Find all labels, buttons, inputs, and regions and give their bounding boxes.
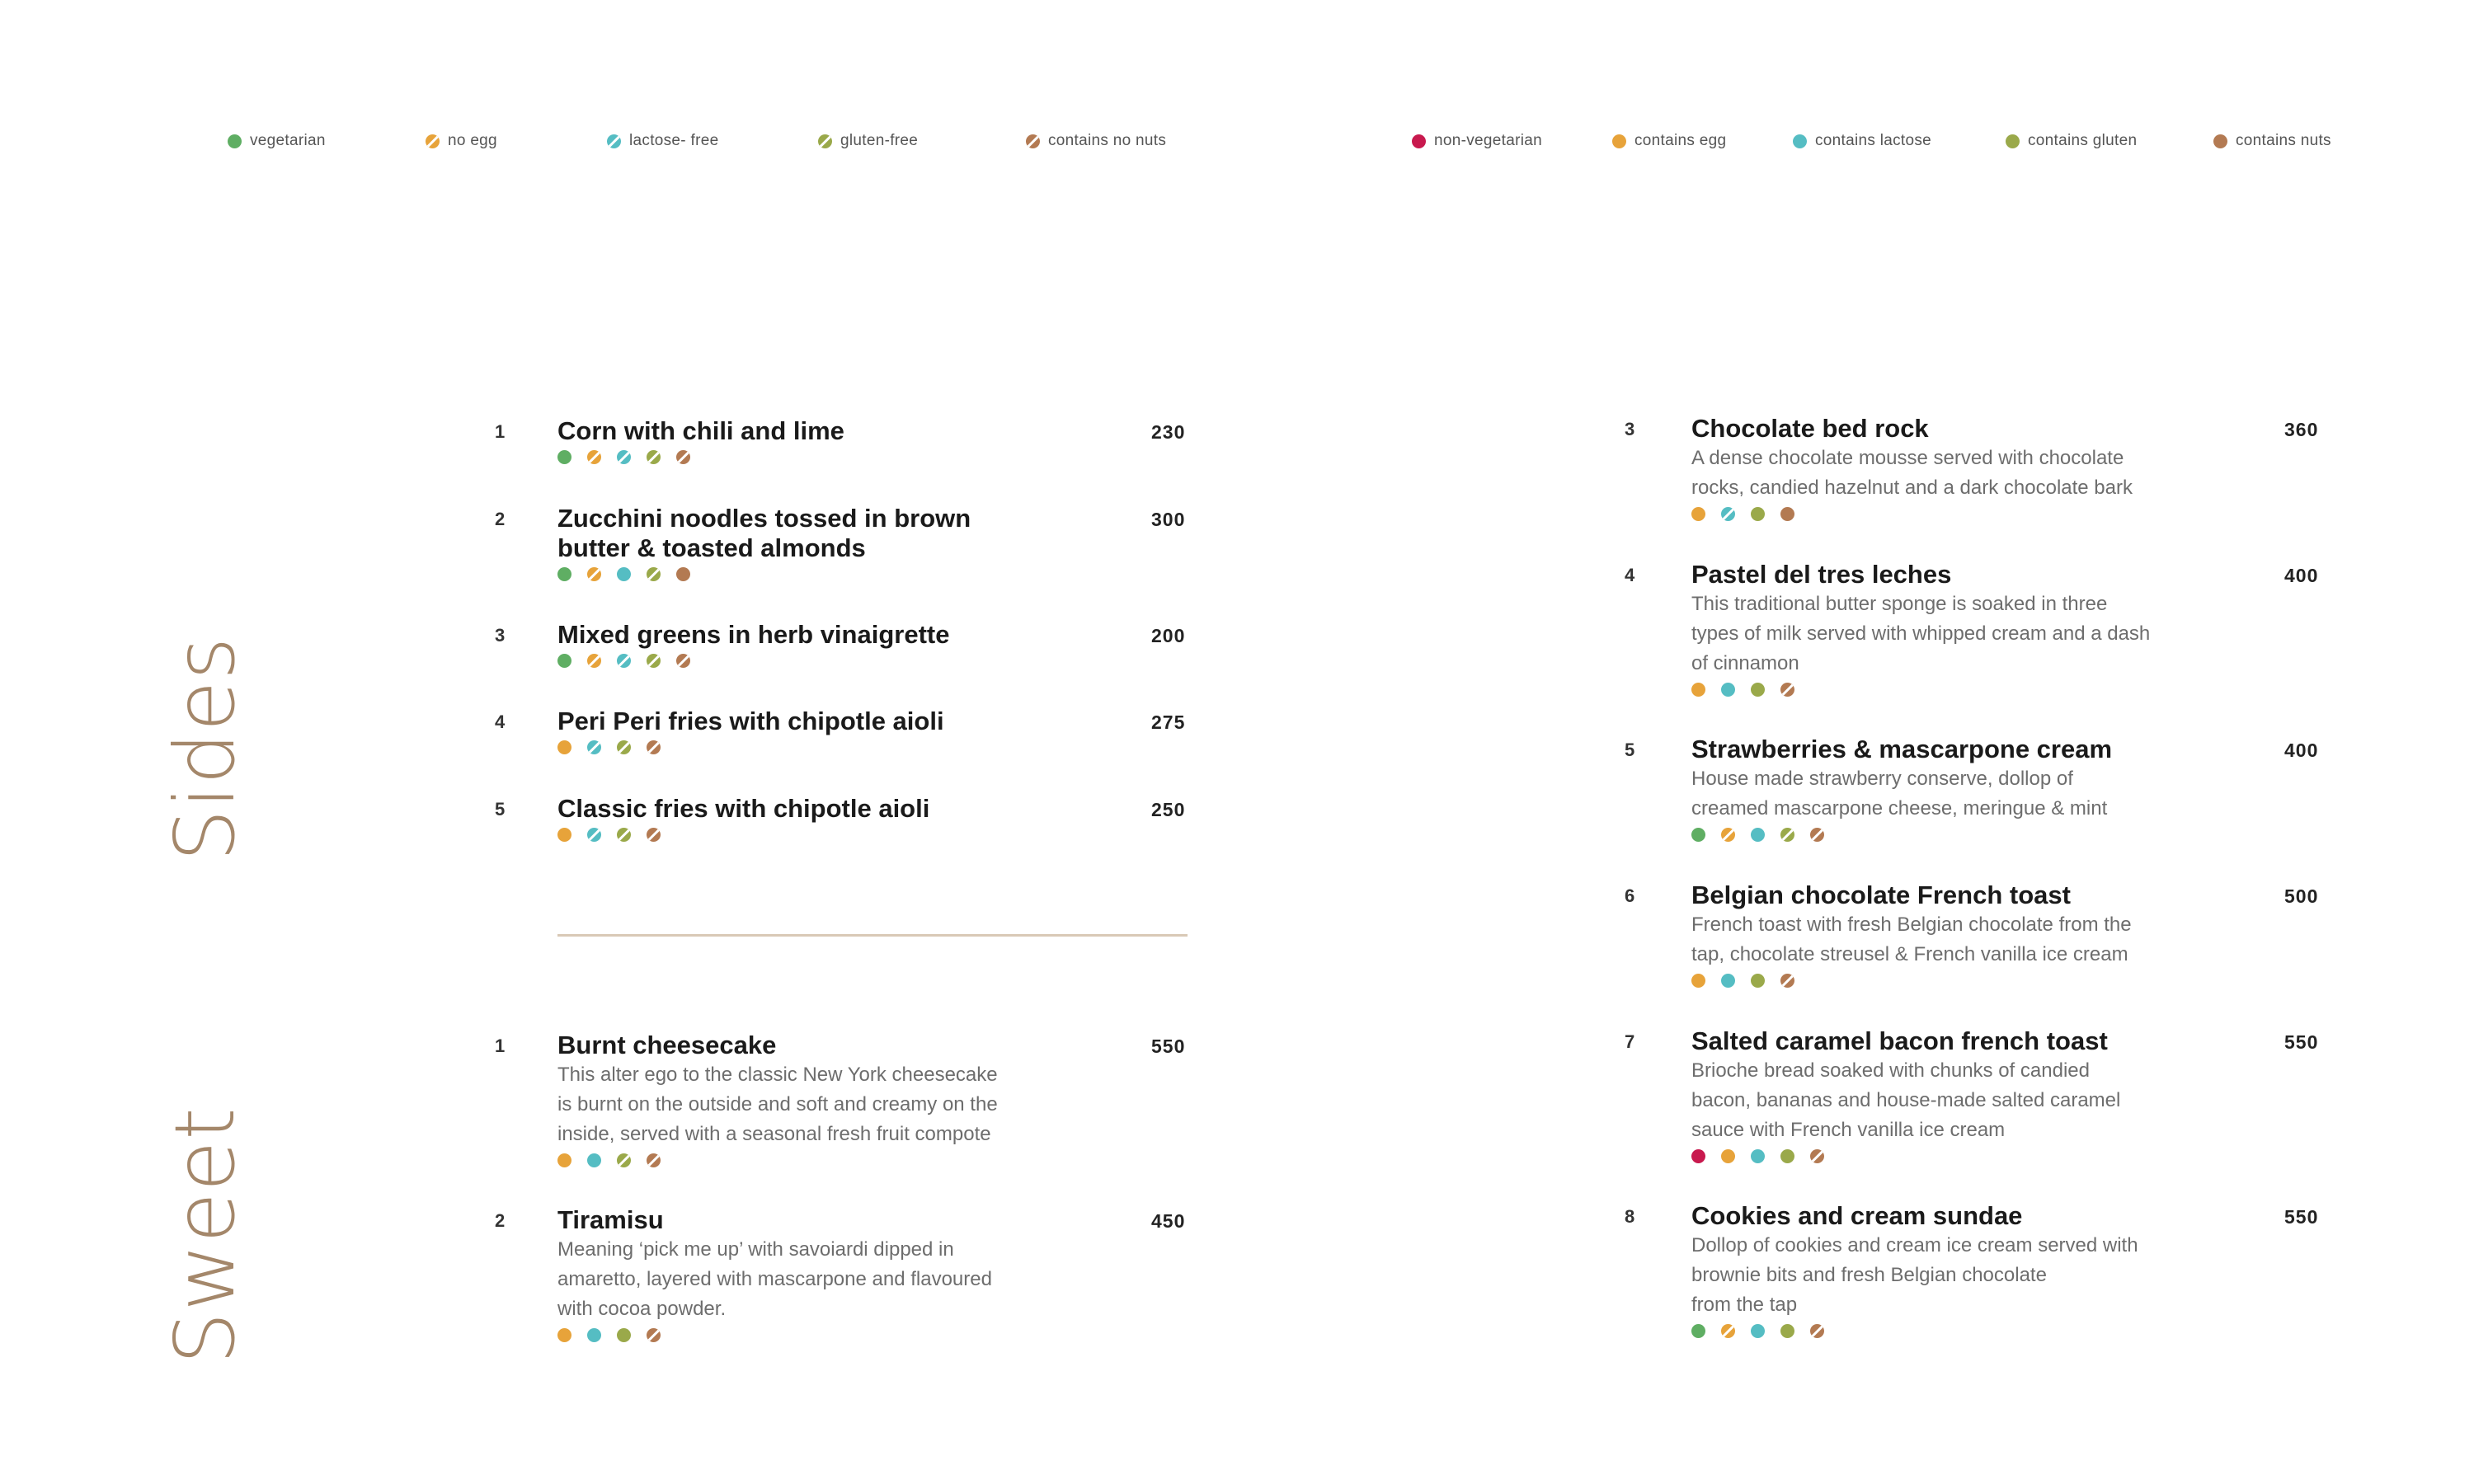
item-name: butter & toasted almonds <box>557 533 866 562</box>
item-name: Cookies and cream sundae <box>1691 1201 2023 1230</box>
item-name: Chocolate bed rock <box>1691 414 1929 443</box>
dietary-olive-free-icon <box>1780 828 1794 842</box>
dietary-green-icon <box>1691 1324 1705 1338</box>
item-description: inside, served with a seasonal fresh fruit compote <box>557 1123 991 1145</box>
dietary-brown-free-icon <box>676 654 690 668</box>
item-name: Classic fries with chipotle aioli <box>557 794 930 823</box>
item-price: 250 <box>1151 799 1186 820</box>
dietary-icons <box>1691 974 1794 988</box>
dietary-brown-free-icon <box>647 1153 661 1167</box>
dietary-icons <box>557 740 661 754</box>
item-description: This traditional butter sponge is soaked in three <box>1691 593 2108 615</box>
item-description: House made strawberry conserve, dollop of <box>1691 768 2073 790</box>
legend-teal-icon <box>1793 134 1807 148</box>
item-description: bacon, bananas and house-made salted caramel <box>1691 1089 2121 1111</box>
item-name: Belgian chocolate French toast <box>1691 881 2071 909</box>
dietary-olive-free-icon <box>617 1153 631 1167</box>
item-price: 360 <box>2284 419 2319 440</box>
legend-orange-free-icon <box>426 134 440 148</box>
dietary-icons <box>1691 828 1824 842</box>
dietary-orange-icon <box>557 828 571 842</box>
item-description: from the tap <box>1691 1294 1798 1316</box>
item-description: amaretto, layered with mascarpone and flavoured <box>557 1268 992 1290</box>
item-number: 4 <box>495 711 506 732</box>
dietary-brown-free-icon <box>1810 828 1824 842</box>
item-description: French toast with fresh Belgian chocolate from the <box>1691 913 2132 936</box>
dietary-orange-icon <box>1691 507 1705 521</box>
item-name: Pastel del tres leches <box>1691 560 1952 589</box>
dietary-icons <box>1691 1324 1824 1338</box>
dietary-green-icon <box>557 450 571 464</box>
item-name: Salted caramel bacon french toast <box>1691 1026 2108 1055</box>
legend-item <box>818 132 918 150</box>
legend-label: contains no nuts <box>1048 132 1167 149</box>
item-price: 500 <box>2284 885 2319 907</box>
dietary-teal-free-icon <box>617 450 631 464</box>
dietary-teal-icon <box>1751 828 1765 842</box>
dietary-olive-free-icon <box>647 567 661 581</box>
item-description: Meaning ‘pick me up’ with savoiardi dipped in <box>557 1238 954 1261</box>
dietary-olive-icon <box>1780 1149 1794 1163</box>
item-price: 300 <box>1151 509 1186 530</box>
legend-label: contains lactose <box>1815 132 1932 149</box>
dietary-brown-free-icon <box>1780 974 1794 988</box>
dietary-icons <box>557 1328 661 1342</box>
item-name: Tiramisu <box>557 1205 664 1234</box>
dietary-orange-free-icon <box>587 654 601 668</box>
dietary-orange-icon <box>557 1153 571 1167</box>
legend-red-icon <box>1412 134 1426 148</box>
dietary-orange-free-icon <box>1721 828 1735 842</box>
dietary-olive-free-icon <box>647 450 661 464</box>
dietary-olive-free-icon <box>617 740 631 754</box>
dietary-teal-icon <box>1751 1324 1765 1338</box>
item-number: 1 <box>495 421 506 442</box>
item-number: 2 <box>495 509 506 529</box>
legend-olive-free-icon <box>818 134 832 148</box>
item-description: creamed mascarpone cheese, meringue & mint <box>1691 797 2108 819</box>
dietary-green-icon <box>557 654 571 668</box>
item-number: 5 <box>495 799 506 819</box>
dietary-icons <box>1691 507 1794 521</box>
dietary-icons <box>1691 1149 1824 1163</box>
dietary-teal-icon <box>587 1153 601 1167</box>
legend-label: lactose- free <box>629 132 719 149</box>
legend-item <box>426 132 497 150</box>
dietary-red-icon <box>1691 1149 1705 1163</box>
dietary-olive-free-icon <box>617 828 631 842</box>
item-number: 8 <box>1625 1206 1635 1227</box>
item-name: Corn with chili and lime <box>557 416 844 445</box>
item-price: 400 <box>2284 565 2319 586</box>
dietary-brown-free-icon <box>647 740 661 754</box>
dietary-brown-free-icon <box>1810 1149 1824 1163</box>
item-number: 3 <box>1625 419 1635 439</box>
dietary-orange-icon <box>557 1328 571 1342</box>
dietary-icons <box>557 567 690 581</box>
dietary-icons <box>1691 683 1794 697</box>
dietary-icons <box>557 654 690 668</box>
legend-item <box>2213 132 2331 150</box>
dietary-teal-free-icon <box>1721 507 1735 521</box>
dietary-teal-icon <box>587 1328 601 1342</box>
dietary-brown-free-icon <box>647 828 661 842</box>
item-price: 400 <box>2284 740 2319 761</box>
dietary-olive-icon <box>1780 1324 1794 1338</box>
legend-green-icon <box>228 134 242 148</box>
item-description: types of milk served with whipped cream and a dash <box>1691 622 2151 645</box>
legend-item <box>1793 132 1931 150</box>
legend-label: vegetarian <box>250 132 326 149</box>
dietary-teal-icon <box>1721 683 1735 697</box>
item-description: is burnt on the outside and soft and creamy on the <box>557 1093 998 1115</box>
dietary-icons <box>557 450 690 464</box>
dietary-green-icon <box>557 567 571 581</box>
legend-teal-free-icon <box>607 134 621 148</box>
dietary-green-icon <box>1691 828 1705 842</box>
dietary-orange-free-icon <box>587 450 601 464</box>
item-number: 7 <box>1625 1031 1635 1052</box>
item-description: Dollop of cookies and cream ice cream served with <box>1691 1234 2138 1256</box>
section-title-sweet: Sweet <box>157 1106 253 1364</box>
item-description: with cocoa powder. <box>557 1298 727 1320</box>
item-description: This alter ego to the classic New York cheesecake <box>557 1064 998 1086</box>
item-number: 1 <box>495 1036 506 1056</box>
item-description: tap, chocolate streusel & French vanilla ice cream <box>1691 943 2128 965</box>
item-price: 200 <box>1151 625 1186 646</box>
legend-label: no egg <box>448 132 497 149</box>
legend-item <box>228 132 326 150</box>
dietary-brown-free-icon <box>1810 1324 1824 1338</box>
dietary-teal-icon <box>1721 974 1735 988</box>
item-price: 550 <box>1151 1036 1186 1057</box>
dietary-olive-icon <box>1751 507 1765 521</box>
dietary-brown-free-icon <box>647 1328 661 1342</box>
dietary-icons <box>557 828 661 842</box>
legend-label: contains gluten <box>2028 132 2138 149</box>
item-name: Burnt cheesecake <box>557 1031 777 1059</box>
legend-label: non-vegetarian <box>1434 132 1542 149</box>
item-number: 6 <box>1625 885 1635 906</box>
item-name: Zucchini noodles tossed in brown <box>557 504 971 533</box>
dietary-icons <box>557 1153 661 1167</box>
item-price: 230 <box>1151 421 1186 443</box>
item-name: Peri Peri fries with chipotle aioli <box>557 707 944 735</box>
dietary-olive-free-icon <box>647 654 661 668</box>
item-description: A dense chocolate mousse served with chocolate <box>1691 447 2124 469</box>
section-title-sides: Sides <box>157 636 253 862</box>
section-divider <box>557 934 1188 937</box>
dietary-teal-icon <box>617 567 631 581</box>
legend-brown-icon <box>2213 134 2227 148</box>
item-number: 2 <box>495 1210 506 1231</box>
item-price: 275 <box>1151 711 1186 733</box>
dietary-orange-free-icon <box>587 567 601 581</box>
dietary-orange-icon <box>1691 683 1705 697</box>
item-description: of cinnamon <box>1691 652 1799 674</box>
item-description: sauce with French vanilla ice cream <box>1691 1119 2006 1141</box>
dietary-brown-free-icon <box>1780 683 1794 697</box>
item-number: 4 <box>1625 565 1635 585</box>
dietary-orange-icon <box>557 740 571 754</box>
dietary-olive-icon <box>1751 683 1765 697</box>
dietary-teal-free-icon <box>587 828 601 842</box>
legend-item <box>607 132 718 150</box>
dietary-olive-icon <box>1751 974 1765 988</box>
legend-orange-icon <box>1612 134 1626 148</box>
dietary-orange-free-icon <box>1721 1324 1735 1338</box>
dietary-orange-icon <box>1691 974 1705 988</box>
dietary-teal-free-icon <box>617 654 631 668</box>
item-number: 3 <box>495 625 506 646</box>
item-price: 550 <box>2284 1206 2319 1228</box>
dietary-brown-free-icon <box>676 450 690 464</box>
legend-item <box>2006 132 2137 150</box>
item-description: brownie bits and fresh Belgian chocolate <box>1691 1264 2047 1286</box>
legend-item <box>1026 132 1166 150</box>
item-description: Brioche bread soaked with chunks of candied <box>1691 1059 2090 1082</box>
legend-label: contains egg <box>1634 132 1727 149</box>
legend-label: contains nuts <box>2236 132 2331 149</box>
legend-item <box>1412 132 1542 150</box>
dietary-brown-icon <box>676 567 690 581</box>
item-number: 5 <box>1625 740 1635 760</box>
dietary-olive-icon <box>617 1328 631 1342</box>
dietary-teal-free-icon <box>587 740 601 754</box>
dietary-brown-icon <box>1780 507 1794 521</box>
legend-brown-free-icon <box>1026 134 1040 148</box>
legend-label: gluten-free <box>840 132 919 149</box>
item-description: rocks, candied hazelnut and a dark chocolate bark <box>1691 477 2133 499</box>
legend-item <box>1612 132 1726 150</box>
item-name: Mixed greens in herb vinaigrette <box>557 620 950 649</box>
legend-olive-icon <box>2006 134 2020 148</box>
item-name: Strawberries & mascarpone cream <box>1691 735 2113 763</box>
item-price: 550 <box>2284 1031 2319 1053</box>
item-price: 450 <box>1151 1210 1186 1232</box>
dietary-teal-icon <box>1751 1149 1765 1163</box>
dietary-orange-icon <box>1721 1149 1735 1163</box>
